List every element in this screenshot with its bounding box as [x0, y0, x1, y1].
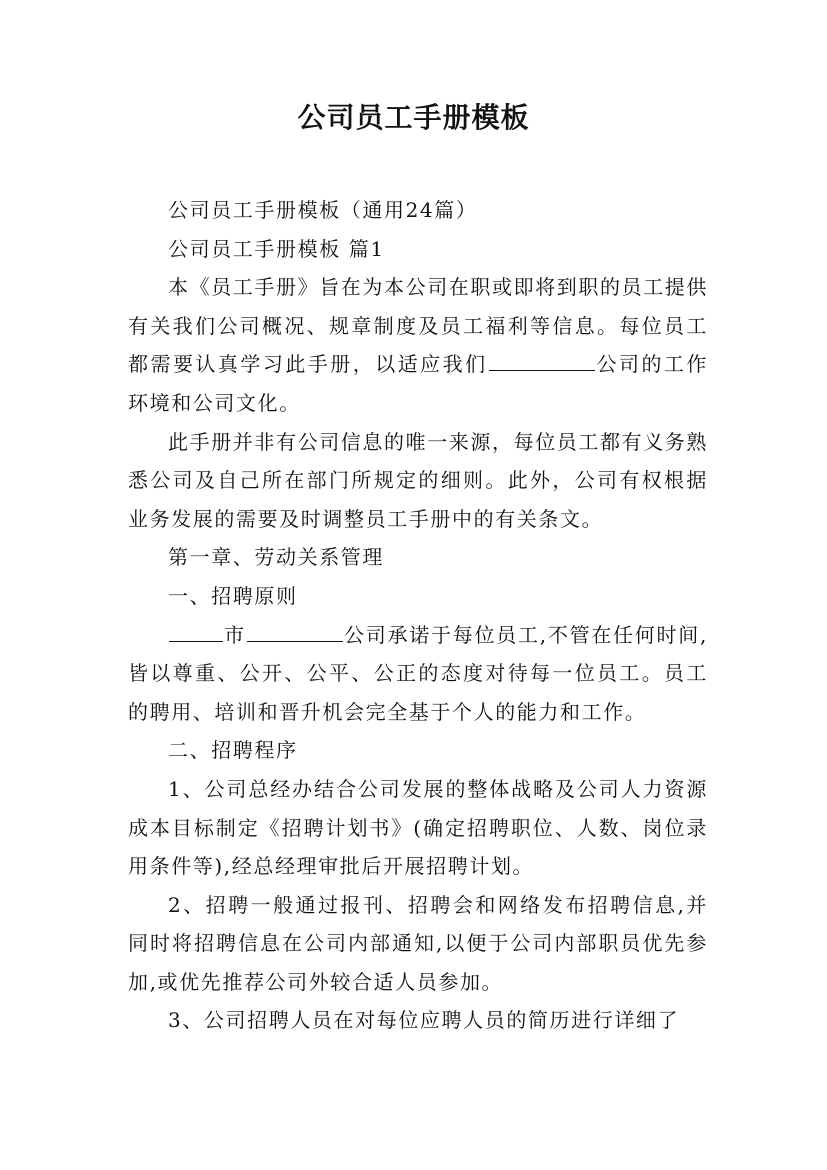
- document-title: 公司员工手册模板: [297, 101, 530, 134]
- intro-paragraph: [128, 268, 708, 422]
- company-blank: [247, 619, 343, 642]
- intro-text-part2: 公司的工作环境和公司文化。: [128, 352, 709, 415]
- section-title-paragraph: 公司员工手册模板 篇1: [168, 236, 385, 261]
- principle-text: 公司承诺于每位员工,不管在任何时间,皆以尊重、公开、公平、公正的态度对待每一位员工。员工的聘用、培训和晋升机会完全基于个人的能力和工作。: [128, 622, 708, 724]
- document-body: [128, 191, 708, 1040]
- city-label: 市: [224, 622, 246, 647]
- company-name-blank: [489, 348, 595, 371]
- city-name-blank: [169, 619, 223, 642]
- procedure-item-2: 2、招聘一般通过报刊、招聘会和网络发布招聘信息,并同时将招聘信息在公司内部通知,以便于公司内部职员优先参加,或优先推荐公司外较合适人员参加。: [128, 892, 708, 994]
- disclaimer-paragraph: 此手册并非有公司信息的唯一来源，每位员工都有义务熟悉公司及自己所在部门所规定的细则。此外，公司有权根据业务发展的需要及时调整员工手册中的有关条文。: [128, 429, 708, 531]
- subtitle-paragraph: 公司员工手册模板（通用24篇）: [168, 198, 478, 222]
- procedure-item-3: 3、公司招聘人员在对每位应聘人员的简历进行详细了: [168, 1008, 680, 1033]
- principle-paragraph: [128, 616, 708, 732]
- procedure-item-1: 1、公司总经办结合公司发展的整体战略及公司人力资源成本目标制定《招聘计划书》(确定招聘职位、人数、岗位录用条件等),经总经理审批后开展招聘计划。: [128, 776, 708, 879]
- section-heading-recruit-principle: 一、招聘原则: [168, 583, 298, 608]
- chapter-heading: 第一章、劳动关系管理: [168, 545, 384, 570]
- section-heading-recruit-procedure: 二、招聘程序: [168, 738, 298, 763]
- intro-text-part1: 本《员工手册》旨在为本公司在职或即将到职的员工提供有关我们公司概况、规章制度及员工福利等信息。每位员工都需要认真学习此手册，以适应我们: [128, 275, 708, 377]
